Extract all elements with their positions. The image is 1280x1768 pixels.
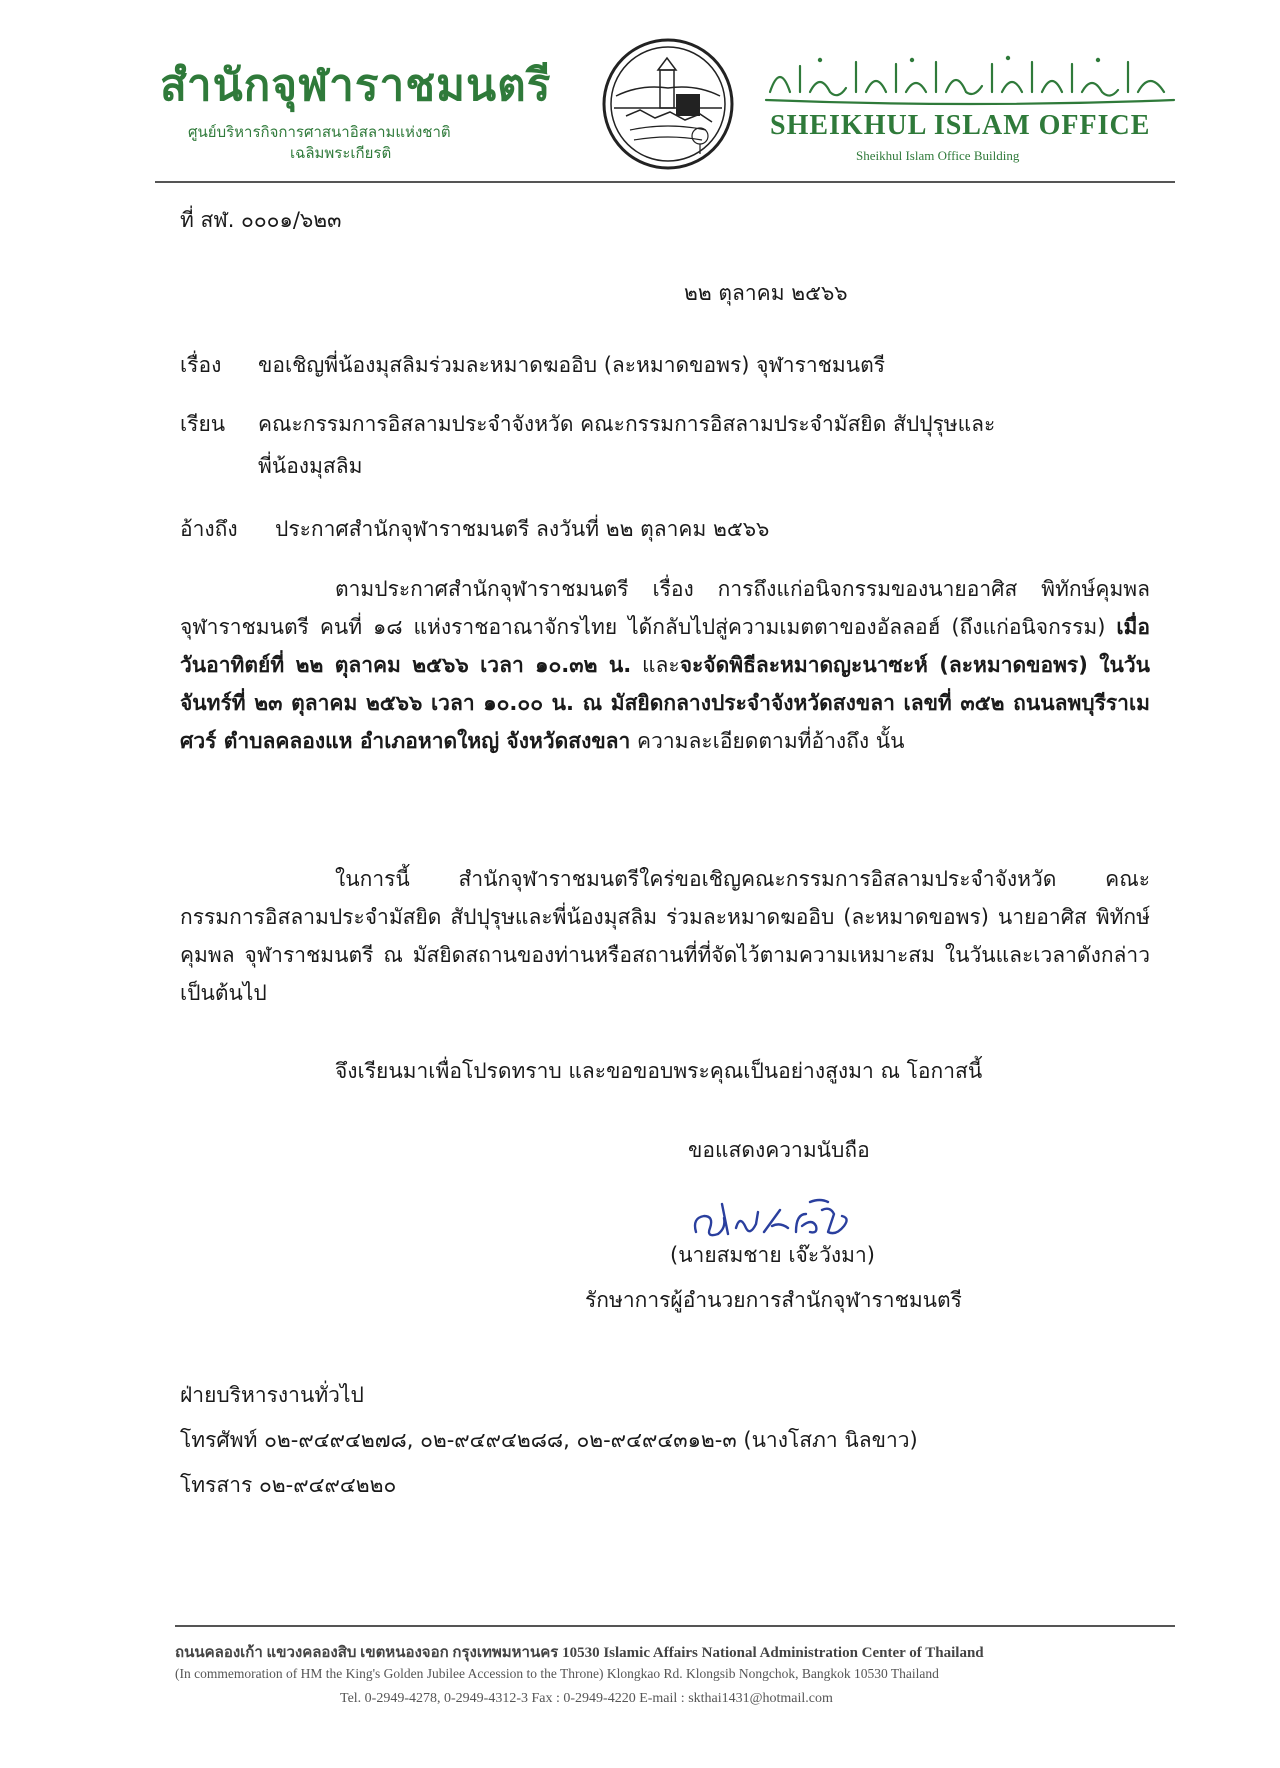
closing-salutation: ขอแสดงความนับถือ <box>688 1138 870 1162</box>
department-name: ฝ่ายบริหารงานทั่วไป <box>180 1383 364 1407</box>
signatory-name: (นายสมชาย เจ๊ะวังมา) <box>670 1243 875 1267</box>
reference-number: ที่ สฬ. ๐๐๐๑/๖๒๓ <box>180 208 342 232</box>
office-seal-logo <box>600 36 736 172</box>
letterhead-thai-name: สำนักจุฬาราชมนตรี <box>160 60 552 111</box>
recipient-line-1: คณะกรรมการอิสลามประจำจังหวัด คณะกรรมการอิสลามประจำมัสยิด สัปปุรุษและ <box>258 412 996 436</box>
letterhead-thai-subtitle-2: เฉลิมพระเกียรติ <box>290 144 392 162</box>
body-paragraph-2 <box>180 860 1150 1012</box>
body-paragraph-1 <box>180 570 1150 760</box>
header-divider <box>155 181 1175 183</box>
arabic-calligraphy-logo <box>760 52 1180 110</box>
letterhead-english-name: SHEIKHUL ISLAM OFFICE <box>770 110 1151 141</box>
footer-english-address: (In commemoration of HM the King's Golden Jubilee Accession to the Throne) Klongkao Rd. Klongsib Nongchok, Bangkok 10530 Thailand <box>175 1666 939 1681</box>
paragraph-2-text: ในการนี้ สำนักจุฬาราชมนตรีใคร่ขอเชิญคณะกรรมการอิสลามประจำจังหวัด คณะกรรมการอิสลามประจำมัสยิด สัปปุรุษและพี่น้องมุสลิม ร่วมละหมาดฆออิบ (ละหมาดขอพร) นายอาศิส พิทักษ์คุมพล จุฬาราชมนตรี ณ มัสยิดสถานของท่านหรือสถานที่ที่จัดไว้ตามความเหมาะสม ในวันและเวลาดังกล่าวเป็นต้นไป <box>180 867 1150 1005</box>
footer-address: ถนนคลองเก้า แขวงคลองสิบ เขตหนองจอก กรุงเทพมหานคร 10530 Islamic Affairs National Administration Center of Thailand <box>175 1645 984 1661</box>
letterhead-english-subtitle: Sheikhul Islam Office Building <box>856 148 1020 163</box>
body-paragraph-3 <box>180 1052 1150 1090</box>
paragraph-1-death-date: เมื่อวันอาทิตย์ที่ ๒๒ ตุลาคม ๒๕๖๖ เวลา ๑๐.๓๒ น. <box>180 615 1150 677</box>
recipient-label: เรียน <box>180 412 226 436</box>
paragraph-1-intro: ตามประกาศสำนักจุฬาราชมนตรี เรื่อง การถึงแก่อนิจกรรมของนายอาศิส พิทักษ์คุมพล จุฬาราชมนตรี คนที่ ๑๘ แห่งราชอาณาจักรไทย ได้กลับไปสู่ความเมตตาของอัลลอฮ์ (ถึงแก่อนิจกรรม) <box>180 577 1150 639</box>
phone-numbers: โทรศัพท์ ๐๒-๙๔๙๔๒๗๘, ๐๒-๙๔๙๔๒๘๘, ๐๒-๙๔๙๔๓๑๒-๓ (นางโสภา นิลขาว) <box>180 1428 918 1452</box>
signatory-position: รักษาการผู้อำนวยการสำนักจุฬาราชมนตรี <box>585 1288 962 1312</box>
subject-text: ขอเชิญพี่น้องมุสลิมร่วมละหมาดฆออิบ (ละหมาดขอพร) จุฬาราชมนตรี <box>258 353 886 377</box>
handwritten-signature <box>684 1188 864 1248</box>
footer-contact: Tel. 0-2949-4278, 0-2949-4312-3 Fax : 0-2949-4220 E-mail : skthai1431@hotmail.com <box>340 1691 833 1706</box>
paragraph-1-closing: ความละเอียดตามที่อ้างถึง นั้น <box>637 729 905 753</box>
reference-label: อ้างถึง <box>180 517 238 541</box>
letterhead-thai-subtitle: ศูนย์บริหารกิจการศาสนาอิสลามแห่งชาติ <box>188 123 451 141</box>
subject-label: เรื่อง <box>180 353 222 377</box>
fax-number: โทรสาร ๐๒-๙๔๙๔๒๒๐ <box>180 1473 397 1497</box>
footer-divider <box>175 1625 1175 1627</box>
paragraph-3-text: จึงเรียนมาเพื่อโปรดทราบ และขอขอบพระคุณเป็นอย่างสูงมา ณ โอกาสนี้ <box>335 1059 983 1083</box>
paragraph-1-ceremony-details: จะจัดพิธีละหมาดญะนาซะห์ (ละหมาดขอพร) ในวันจันทร์ที่ ๒๓ ตุลาคม ๒๕๖๖ เวลา ๑๐.๐๐ น. ณ มัสยิดกลางประจำจังหวัดสงขลา เลขที่ ๓๕๒ ถนนลพบุรีราเมศวร์ ตำบลคลองแห อำเภอหาดใหญ่ จังหวัดสงขลา <box>180 653 1150 753</box>
recipient-line-2: พี่น้องมุสลิม <box>258 454 363 478</box>
paragraph-1-conjunction: และ <box>642 653 680 677</box>
reference-text: ประกาศสำนักจุฬาราชมนตรี ลงวันที่ ๒๒ ตุลาคม ๒๕๖๖ <box>275 517 770 541</box>
letter-date: ๒๒ ตุลาคม ๒๕๖๖ <box>684 281 848 305</box>
